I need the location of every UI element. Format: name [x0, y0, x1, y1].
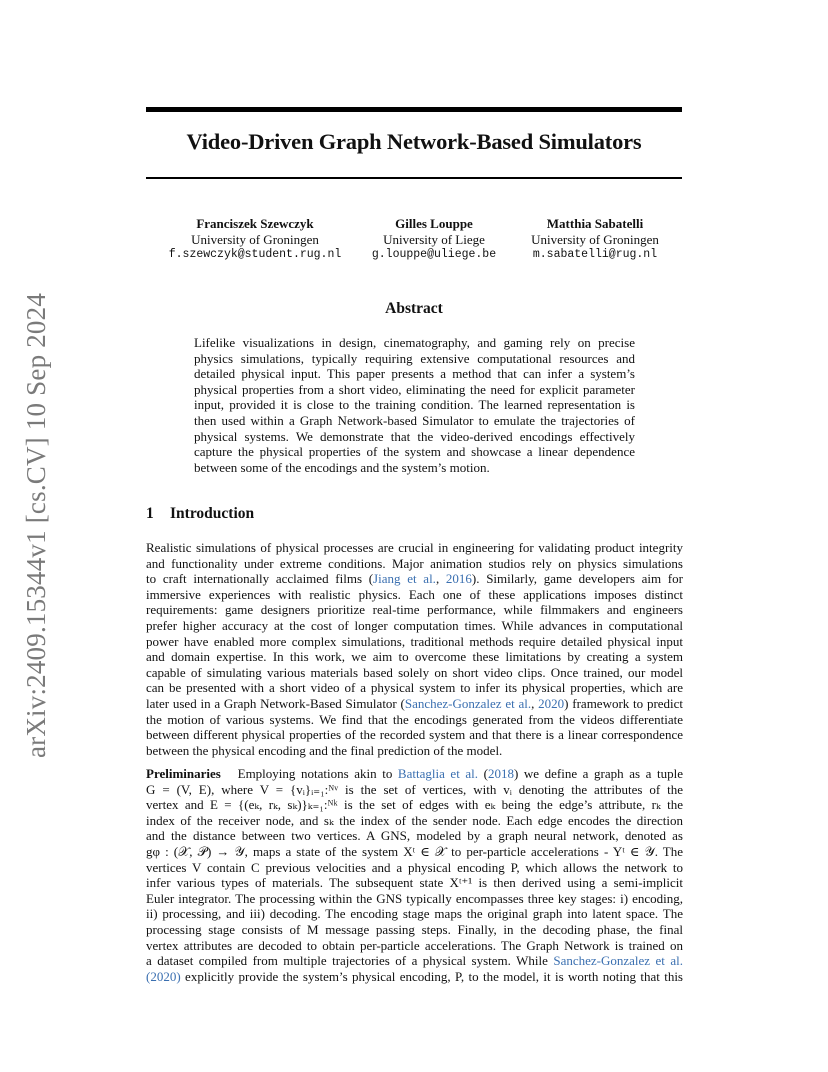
- text-line: between the physical encoding and the final prediction of the model.: [146, 742, 503, 758]
- arxiv-identifier-text: arXiv:2409.15344v1 [cs.CV] 10 Sep 2024: [21, 292, 52, 758]
- author-affiliation: University of Groningen: [191, 231, 319, 247]
- abstract-line: physical properties from a short video, eliminating the need for explicit parameter: [194, 381, 635, 397]
- abstract-line: between some of the encodings and the system’s motion.: [194, 459, 490, 475]
- arxiv-identifier-stamp: [22, 290, 52, 760]
- author-affiliation: University of Liege: [383, 231, 485, 247]
- author-name: Gilles Louppe: [395, 216, 473, 231]
- text-line: vertices V contain C previous velocities and a physical encoding P, which allows the network to: [146, 859, 683, 875]
- title-top-rule: [146, 107, 682, 112]
- abstract-line: detailed physical input. This paper presents a method that can infer a system’s: [194, 366, 635, 382]
- author-3: [522, 216, 668, 263]
- text-line: later used in a Graph Network-Based Simulator (Sanchez-Gonzalez et al., 2020) framework to predict: [146, 695, 684, 711]
- paper-title: Video-Driven Graph Network-Based Simulators: [186, 129, 642, 154]
- abstract-heading: Abstract: [385, 300, 443, 317]
- text-line: and the distance between two vertices. A GNS, modeled by a graph neural network, denoted as: [146, 828, 683, 844]
- citation-link[interactable]: Sanchez-Gonzalez et al.: [404, 695, 532, 711]
- author-email[interactable]: f.szewczyk@student.rug.nl: [168, 248, 342, 261]
- text-line: and domain expertise. In this work, we aim to overcome these limitations by creating a system: [146, 649, 683, 665]
- text-line: and functionality under extreme conditions. Major animation studios rely on physics simulations: [146, 555, 683, 571]
- citation-year-link[interactable]: 2018: [487, 766, 514, 781]
- text-line: ii) processing, and iii) decoding. The encoding stage maps the original graph into latent space. The: [146, 906, 683, 922]
- text-line: capable of simulating various materials based solely on short video clips. Once trained, our model: [146, 664, 683, 680]
- author-affiliation: University of Groningen: [531, 231, 659, 247]
- author-2: [366, 216, 502, 263]
- abstract-line: physical systems. We demonstrate that the video-derived encodings effectively: [194, 428, 635, 444]
- section-number: 1: [146, 505, 154, 522]
- citation-year-link[interactable]: 2020: [538, 695, 565, 711]
- text-line: Realistic simulations of physical processes are crucial in engineering for validating product integrity: [146, 540, 683, 555]
- text-line: power have enabled more complex simulations, traditional methods require detailed physical input: [146, 633, 683, 649]
- text-line: index of the receiver node, and sₖ the index of the sender node. Each edge encodes the direction: [146, 812, 683, 828]
- text-line: Euler integrator. The processing within the GNS typically encompasses three key stages: i) encoding,: [146, 890, 683, 906]
- text-line: (2020) explicitly provide the system’s physical encoding, P, to the model, it is worth noting that this: [146, 968, 683, 984]
- text-line: infer various types of materials. The subsequent state Xᵗ⁺¹ is then derived using a semi-implicit: [146, 875, 683, 891]
- text-line: gφ : (𝒳, 𝒫) → 𝒴, maps a state of the system Xᵗ ∈ 𝒳 to per-particle accelerations - Yᵗ ∈ 𝒴. The: [146, 843, 683, 859]
- text-line: G = (V, E), where V = {vᵢ}ᵢ₌₁:ᴺᵛ is the set of vertices, with vᵢ denoting the attributes of the: [146, 781, 683, 797]
- text-line: Preliminaries Employing notations akin to Battaglia et al. (2018) we define a graph as a tuple: [146, 766, 683, 781]
- abstract-line: then used within a Graph Network-based Simulator to emulate the trajectories of: [194, 412, 635, 428]
- text-line: immersive experiences with realistic physics. Each one of these applications imposes distinct: [146, 586, 683, 602]
- author-email[interactable]: g.louppe@uliege.be: [371, 248, 497, 261]
- abstract-line: capture the physical properties of the system and showcase a linear dependence: [194, 444, 635, 460]
- text-line: can be presented with a short video of a physical system to infer its physical properties, which are: [146, 680, 683, 696]
- title-bottom-rule: [146, 177, 682, 179]
- citation-year-link[interactable]: (2020): [146, 968, 181, 984]
- author-block: [146, 216, 682, 266]
- author-name: Franciszek Szewczyk: [196, 216, 314, 231]
- abstract-body: [194, 335, 635, 475]
- text-line: vertex and E = {(eₖ, rₖ, sₖ)}ₖ₌₁:ᴺᵏ is the set of edges with eₖ being the edge’s attribute, rₖ the: [146, 797, 683, 813]
- text-line: a dataset compiled from multiple trajectories of a physical system. While Sanchez-Gonzalez et al.: [146, 953, 683, 969]
- text-line: the motion of various systems. We find that the encodings generated from the videos differentiate: [146, 711, 683, 727]
- paragraph-heading: Preliminaries: [146, 766, 221, 781]
- author-name: Matthia Sabatelli: [546, 216, 644, 231]
- text-line: to craft internationally acclaimed films (Jiang et al., 2016). Similarly, game developers aim for: [146, 571, 683, 587]
- abstract-line: physics simulations, typically requiring extensive computational resources and: [194, 350, 635, 366]
- text-line: prefer higher accuracy at the cost of longer computation times. While advances in computational: [146, 617, 683, 633]
- preliminaries-paragraph: [146, 766, 683, 984]
- citation-year-link[interactable]: 2016: [445, 571, 472, 587]
- author-email[interactable]: m.sabatelli@rug.nl: [532, 248, 658, 261]
- text-line: requirements: game designers prioritize real-time performance, while filmmakers and engineers: [146, 602, 683, 618]
- abstract-line: Lifelike visualizations in design, cinematography, and gaming rely on precise: [194, 335, 635, 350]
- citation-link[interactable]: Sanchez-Gonzalez et al.: [553, 953, 683, 969]
- author-1: [160, 216, 350, 263]
- section-heading-introduction: [146, 505, 254, 523]
- citation-link[interactable]: Battaglia et al.: [397, 766, 479, 781]
- section-title: Introduction: [170, 505, 255, 522]
- citation-link[interactable]: Jiang et al.: [373, 571, 436, 587]
- introduction-paragraph: [146, 540, 683, 758]
- text-line: between different physical properties of the recorded system and that there is a linear correspondence: [146, 727, 683, 743]
- text-line: processing stage consists of M message passing steps. Finally, in the decoding phase, the final: [146, 921, 683, 937]
- abstract-line: input, provided it is close to the training condition. The learned representation is: [194, 397, 635, 413]
- text-line: vertex attributes are decoded to obtain per-particle accelerations. The Graph Network is trained on: [146, 937, 683, 953]
